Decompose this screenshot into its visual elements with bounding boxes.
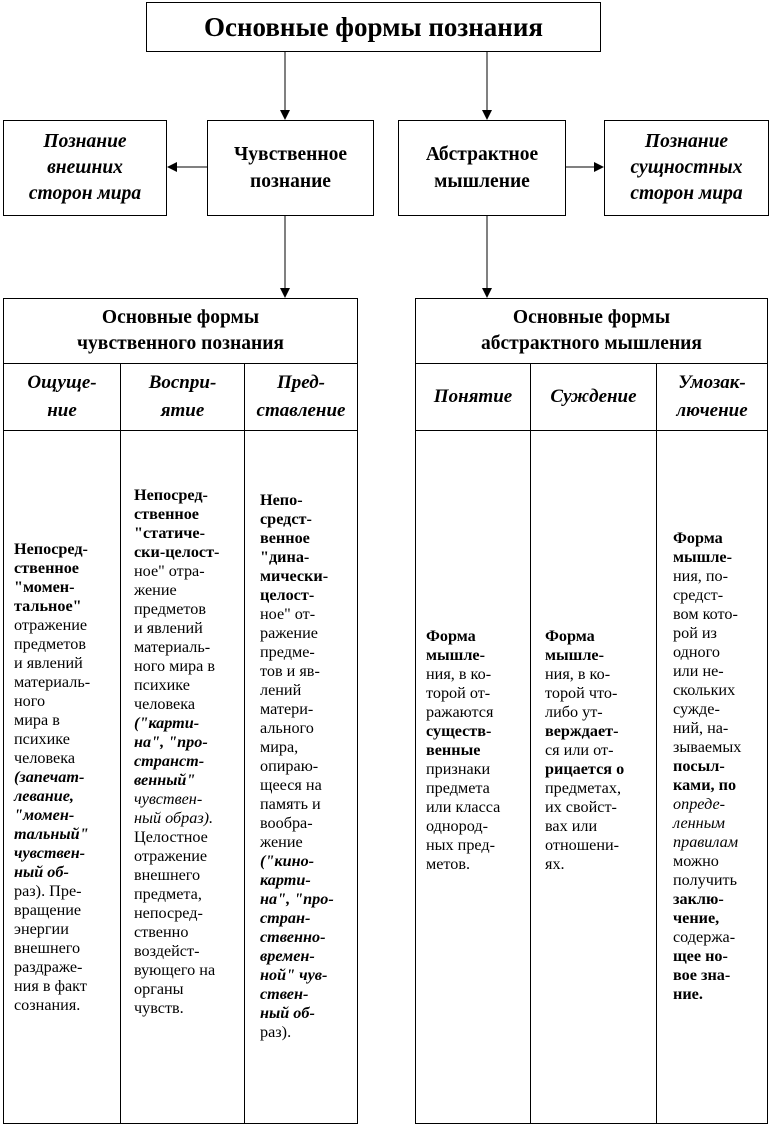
text-fragment: внешнего [134, 866, 201, 884]
text-fragment: предметов [134, 600, 206, 618]
header-line: ятие [160, 399, 205, 421]
text-fragment: венный" [134, 771, 196, 789]
text-fragment: левание, [14, 786, 74, 805]
text-fragment: метов. [426, 855, 471, 873]
text-fragment: энергии [14, 919, 69, 938]
external-line-2: внешних [47, 157, 123, 178]
header-line: Пред- [277, 371, 325, 393]
text-fragment: лений [260, 681, 302, 699]
text-fragment: ного [14, 691, 46, 710]
text-fragment: вом кото- [673, 605, 738, 623]
text-fragment: Непосред- [134, 486, 208, 504]
text-fragment: странст- [134, 752, 205, 770]
text-fragment: рицается о [545, 760, 625, 778]
text-fragment: получить [673, 871, 737, 889]
text-fragment: содержа- [673, 928, 736, 946]
text-fragment: Форма [673, 529, 723, 547]
text-fragment: тальный" [14, 824, 89, 843]
external-line-1: Познание [43, 131, 127, 152]
text-fragment: времен- [260, 947, 315, 965]
text-fragment: верждает- [545, 722, 619, 740]
text-fragment: ражаются [426, 703, 494, 721]
essential-line-3: сторон мира [630, 183, 743, 204]
header-line: Понятие [433, 385, 513, 407]
abstract-panel-title-line-2: абстрактного мышления [481, 333, 702, 354]
text-fragment: заклю- [673, 890, 724, 908]
text-fragment: ния, по- [673, 567, 729, 585]
text-fragment: ственно [134, 923, 189, 941]
text-fragment: ственно- [260, 928, 326, 946]
text-fragment: (запечат- [14, 767, 85, 786]
external-line-3: сторон мира [28, 183, 142, 204]
text-fragment: зываемых [673, 738, 742, 756]
text-fragment: тальное" [14, 596, 82, 615]
text-fragment: существ- [426, 722, 492, 740]
text-fragment: щее но- [673, 947, 728, 965]
text-fragment: опираю- [260, 757, 319, 775]
text-fragment: ние. [673, 985, 703, 1003]
text-fragment: либо ут- [545, 703, 603, 721]
text-fragment: мышле- [673, 548, 732, 566]
text-fragment: тов и яв- [260, 662, 320, 680]
text-fragment: отражение [134, 847, 208, 865]
text-fragment: торой от- [426, 684, 491, 702]
text-fragment: ный об- [260, 1004, 315, 1022]
text-fragment: мира в [14, 710, 60, 729]
text-fragment: или не- [673, 662, 724, 680]
text-fragment: посыл- [673, 757, 725, 775]
text-fragment: признаки [426, 760, 491, 778]
text-fragment: отношени- [545, 836, 620, 854]
text-fragment: ственное [14, 558, 79, 577]
text-fragment: ся или от- [545, 741, 614, 759]
text-fragment: скольких [673, 681, 736, 699]
text-fragment: предме- [260, 643, 315, 661]
text-fragment: ях. [545, 855, 565, 873]
text-fragment: психике [14, 729, 70, 748]
header-line: Суждение [550, 385, 637, 407]
text-fragment: воздейст- [134, 942, 200, 960]
text-fragment: одного [673, 643, 720, 661]
text-fragment: "дина- [260, 548, 310, 566]
text-fragment: ния в факт [14, 976, 87, 995]
text-fragment: или класса [426, 798, 501, 816]
header-line: Ощуще- [27, 371, 97, 393]
text-fragment: правилам [673, 833, 739, 851]
text-fragment: "момен- [14, 805, 75, 824]
text-fragment: чувствен- [14, 843, 86, 862]
diagram-title: Основные формы познания [203, 11, 544, 42]
text-fragment: венное [260, 529, 310, 547]
text-fragment: ного мира в [134, 657, 216, 675]
text-fragment: вообра- [260, 814, 313, 832]
text-fragment: щееся на [260, 776, 322, 794]
text-fragment: вующего на [134, 961, 216, 979]
text-fragment: можно [673, 852, 719, 870]
text-fragment: чувствен- [134, 790, 203, 808]
text-fragment: мически- [260, 567, 329, 585]
text-fragment: их свойст- [545, 798, 617, 816]
sensory-line-2: познание [250, 171, 331, 192]
text-fragment: сознания. [14, 995, 81, 1014]
text-fragment: чувств. [134, 999, 184, 1017]
text-fragment: непосред- [134, 904, 203, 922]
essential-line-1: Познание [644, 131, 729, 152]
abstract-panel-title-line-1: Основные формы [512, 307, 671, 328]
text-fragment: вращение [14, 900, 82, 919]
header-line: Умозак- [678, 371, 746, 393]
text-fragment: ствен- [260, 985, 309, 1003]
text-fragment: матери- [260, 700, 314, 718]
sensory-panel-title-line-1: Основные формы [101, 307, 260, 328]
text-fragment: "статиче- [134, 524, 205, 542]
sensory-line-1: Чувственное [233, 144, 348, 165]
text-fragment: человека [14, 748, 76, 767]
sensory-panel-title-line-2: чувственного познания [77, 333, 284, 354]
header-line: ние [47, 399, 77, 421]
abstract-line-1: Абстрактное [425, 144, 539, 165]
text-fragment: ное" от- [260, 605, 316, 623]
text-fragment: жение [134, 581, 177, 599]
text-fragment: опреде- [673, 795, 726, 813]
text-fragment: ния, в ко- [545, 665, 611, 683]
text-fragment: ски-целост- [134, 543, 220, 561]
text-fragment: раздраже- [14, 957, 83, 976]
text-fragment: ражение [260, 624, 318, 642]
text-fragment: рой из [673, 624, 717, 642]
text-fragment: Целостное [134, 828, 208, 846]
text-fragment: ("карти- [134, 714, 200, 732]
text-fragment: психике [134, 676, 190, 694]
text-fragment: отражение [14, 615, 88, 634]
text-fragment: ального [260, 719, 314, 737]
text-fragment: мышле- [426, 646, 485, 664]
text-fragment: раз). Пре- [14, 881, 82, 900]
text-fragment: предмета, [134, 885, 202, 903]
text-fragment: "момен- [14, 577, 75, 596]
essential-line-2: сущностных [630, 157, 743, 178]
text-fragment: на", "про- [134, 733, 208, 751]
text-fragment: органы [134, 980, 184, 998]
text-fragment: мира, [260, 738, 299, 756]
text-fragment: ками, по [673, 776, 737, 794]
text-fragment: ное" отра- [134, 562, 205, 580]
text-fragment: раз). [260, 1023, 292, 1041]
text-fragment: и явлений [14, 653, 83, 672]
text-fragment: внешнего [14, 938, 81, 957]
text-fragment: на", "про- [260, 890, 334, 908]
text-fragment: и явлений [134, 619, 203, 637]
text-fragment: ных пред- [426, 836, 496, 854]
text-fragment: Непо- [260, 491, 303, 509]
text-fragment: однород- [426, 817, 488, 835]
text-fragment: ный образ). [134, 809, 214, 827]
text-fragment: ственное [134, 505, 199, 523]
text-fragment: стран- [260, 909, 311, 927]
text-fragment: вах или [545, 817, 598, 835]
text-fragment: материаль- [14, 672, 91, 691]
text-fragment: венные [426, 741, 481, 759]
abstract-line-2: мышление [434, 171, 530, 192]
text-fragment: ный об- [14, 862, 69, 881]
text-fragment: ленным [673, 814, 726, 832]
text-fragment: торой что- [545, 684, 618, 702]
header-line: Воспри- [148, 371, 217, 393]
text-fragment: материаль- [134, 638, 211, 656]
text-fragment: сужде- [673, 700, 720, 718]
header-line: ставление [256, 399, 346, 421]
text-fragment: чение, [673, 909, 720, 927]
text-fragment: ний, на- [673, 719, 729, 737]
text-fragment: ния, в ко- [426, 665, 492, 683]
text-fragment: карти- [260, 871, 311, 889]
text-fragment: предметов [14, 634, 86, 653]
text-fragment: предметах, [545, 779, 621, 797]
text-fragment: целост- [260, 586, 315, 604]
header-line: лючение [676, 399, 748, 421]
text-fragment: мышле- [545, 646, 604, 664]
text-fragment: Непосред- [14, 539, 88, 558]
text-fragment: средст- [260, 510, 312, 528]
text-fragment: Форма [545, 627, 595, 645]
text-fragment: человека [134, 695, 196, 713]
text-fragment: память и [260, 795, 321, 813]
text-fragment: ("кино- [260, 852, 315, 870]
text-fragment: жение [260, 833, 303, 851]
text-fragment: предмета [426, 779, 490, 797]
text-fragment: Форма [426, 627, 476, 645]
text-fragment: вое зна- [673, 966, 731, 984]
text-fragment: средст- [673, 586, 724, 604]
text-fragment: ной" чув- [260, 966, 328, 984]
